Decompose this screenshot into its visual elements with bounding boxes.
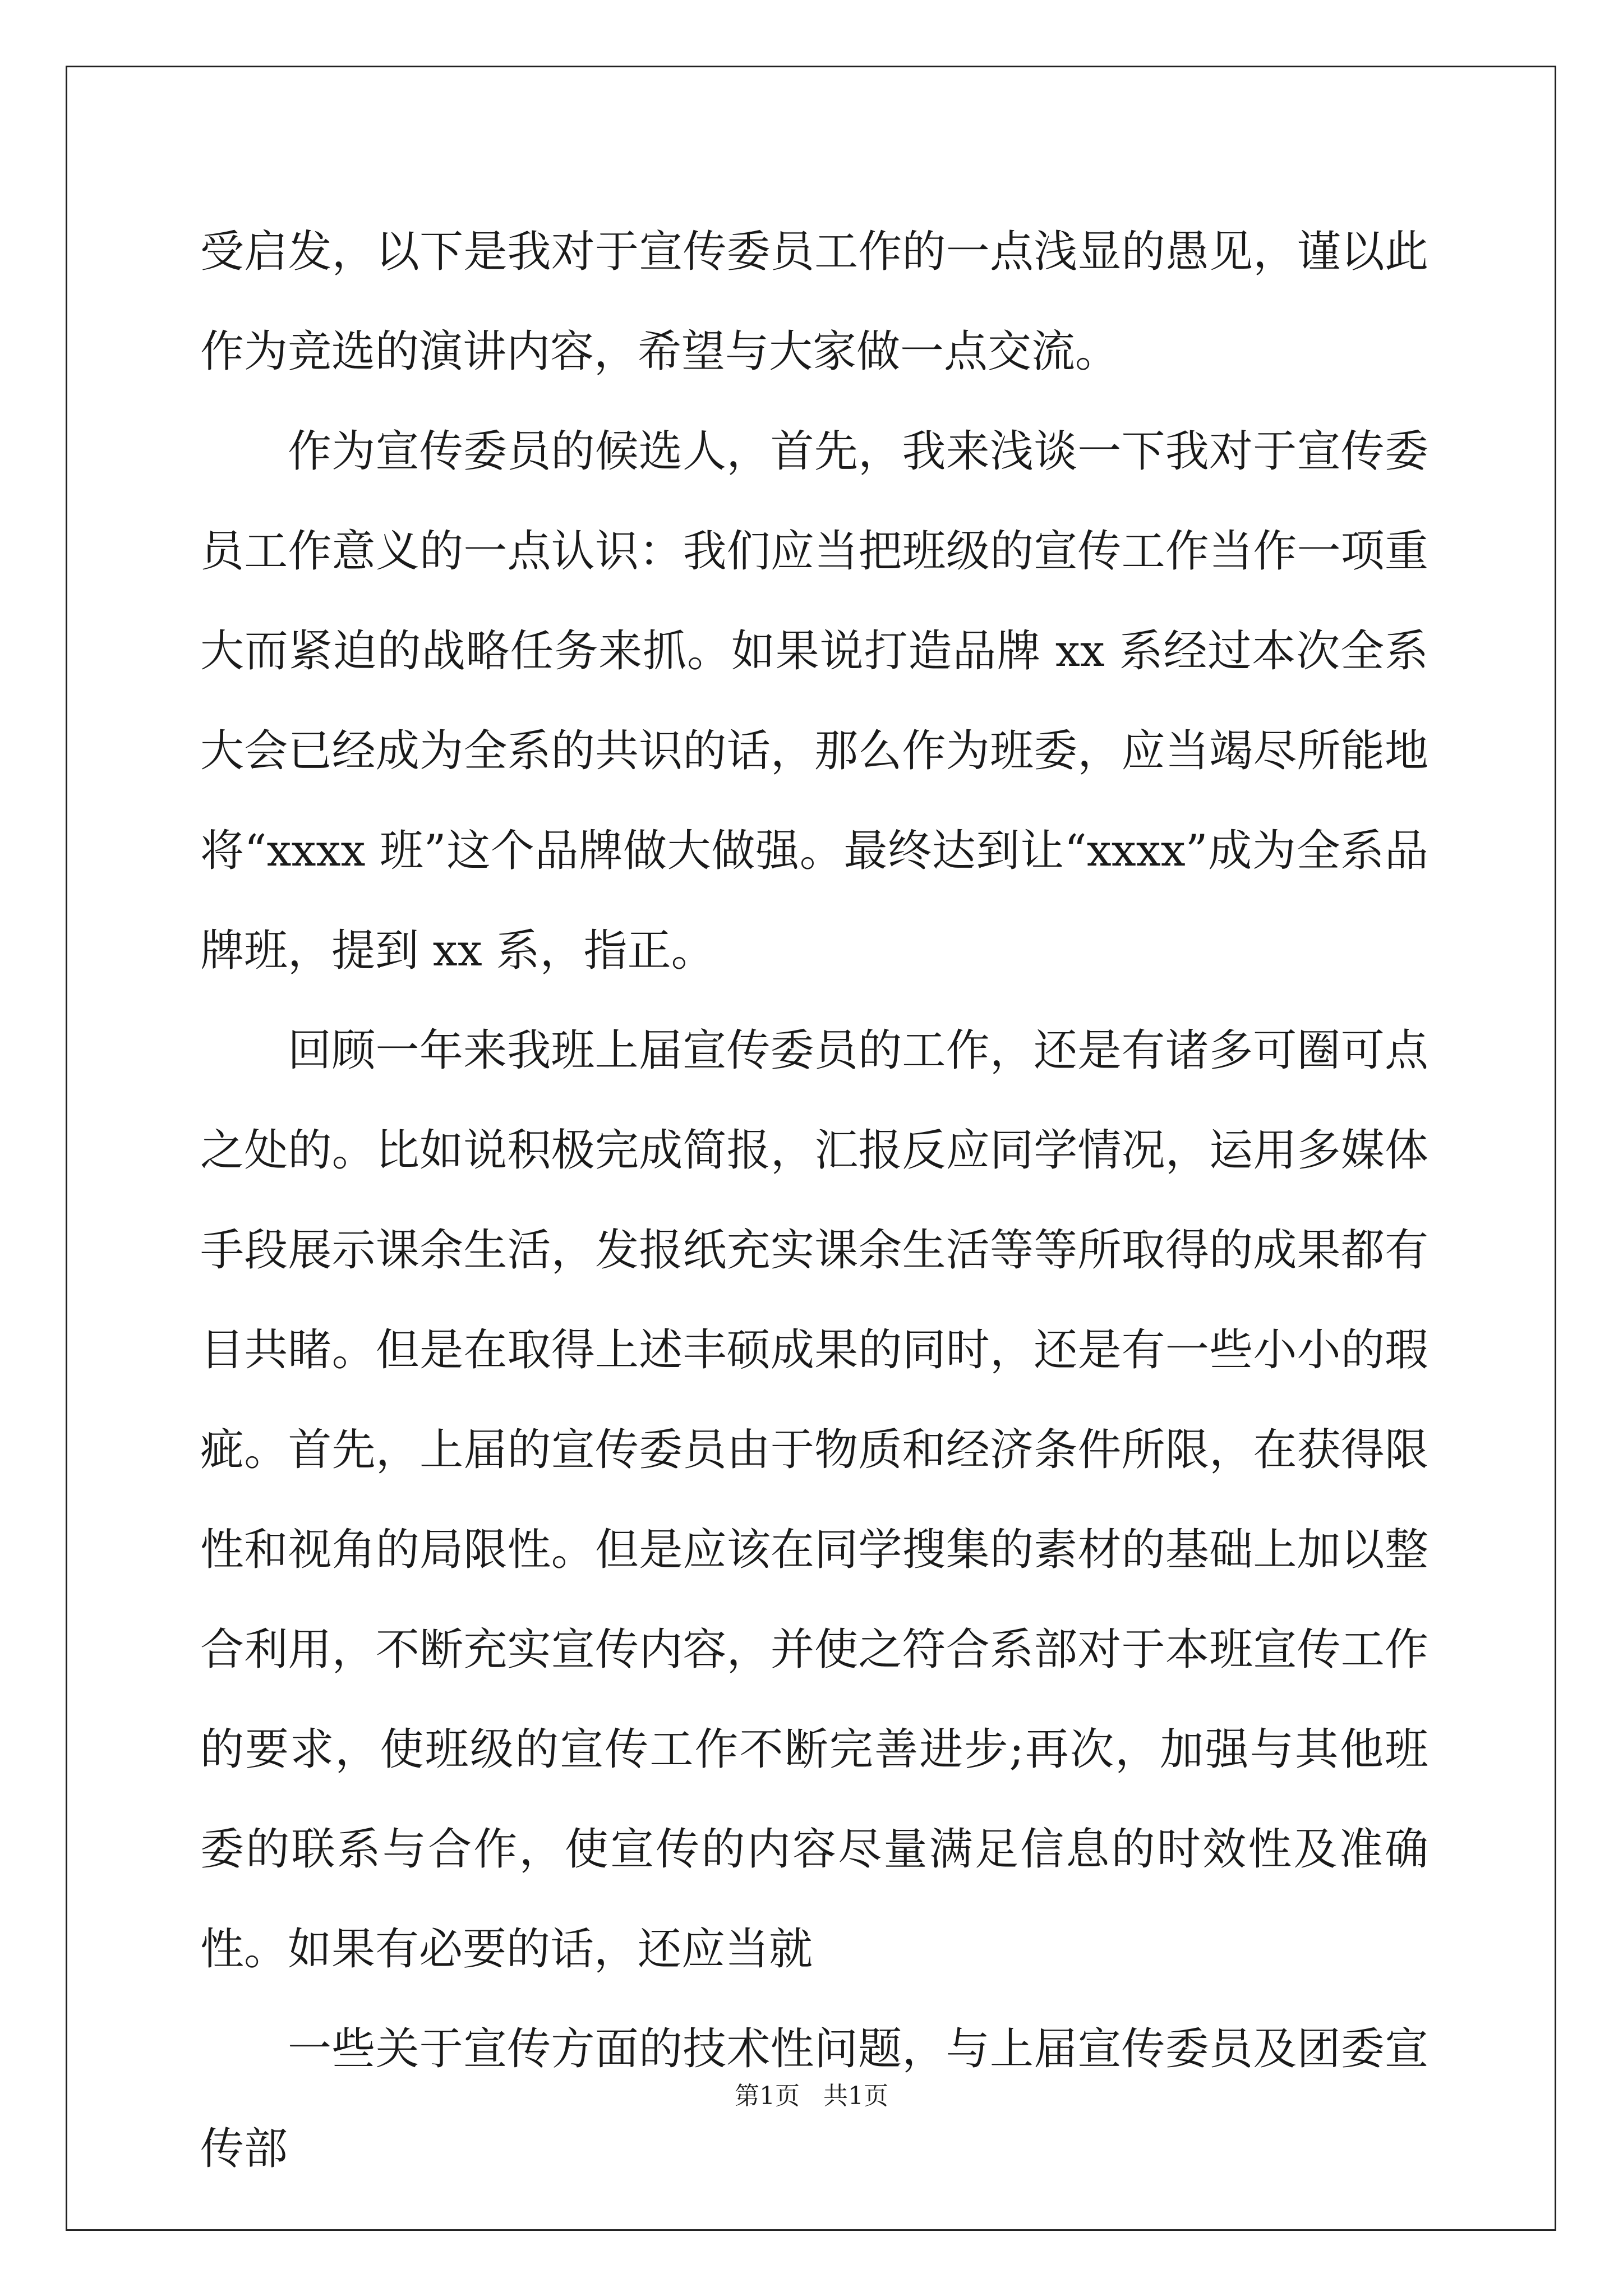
paragraph-3: 回顾一年来我班上届宣传委员的工作，还是有诸多可圈可点之处的。比如说积极完成简报，汇报反应同学情况，运用多媒体手段展示课余生活，发报纸充实课余生活等等所取得的成果都有目共睹。但是在取得上述丰硕成果的同时，还是有一些小小的瑕疵。首先，上届的宣传委员由于物质和经济条件所限，在获得限性和视角的局限性。但是应该在同学搜集的素材的基础上加以整合利用，不断充实宣传内容，并使之符合系部对于本班宣传工作的要求，使班级的宣传工作不断完善进步;再次，加强与其他班委的联系与合作，使宣传的内容尽量满足信息的时效性及准确性。如果有必要的话，还应当就: [200, 1025, 1428, 1975]
footer-spacer: [800, 2082, 823, 2110]
page-footer: [0, 2076, 1623, 2111]
paragraph-4: 一些关于宣传方面的技术性问题，与上届宣传委员及团委宣传部: [200, 2024, 1428, 2174]
paragraph-2: 作为宣传委员的候选人，首先，我来浅谈一下我对于宣传委员工作意义的一点认识：我们应当把班级的宣传工作当作一项重大而紧迫的战略任务来抓。如果说打造品牌 xx 系经过本次全系大会已经成为全系的共识的话，那么作为班委，应当竭尽所能地将“xxxx 班”这个品牌做大做强。最终达到让“xxxx”成为全系品牌班，提到 xx 系，指正。: [200, 426, 1428, 976]
page-total: 共1页: [823, 2082, 888, 2110]
page-number: 第1页: [735, 2082, 800, 2110]
document-body: [200, 202, 1428, 2199]
paragraph-1: 受启发，以下是我对于宣传委员工作的一点浅显的愚见，谨以此作为竞选的演讲内容，希望与大家做一点交流。: [200, 227, 1428, 377]
